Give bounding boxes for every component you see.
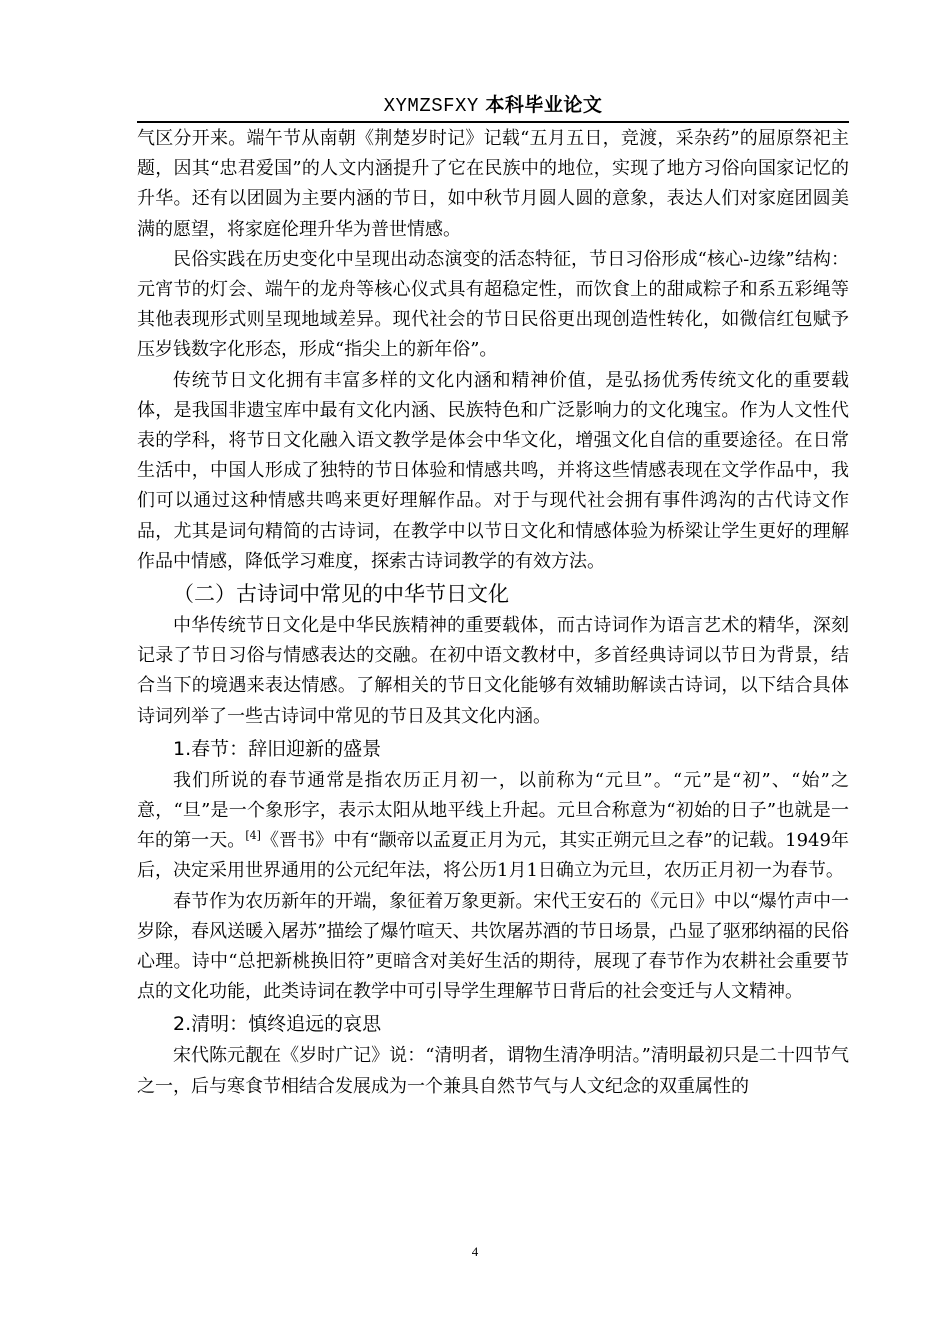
paragraph-7: 宋代陈元靓在《岁时广记》说：“清明者，谓物生清净明洁。”清明最初只是二十四节气之一，后与寒食节相结合发展成为一个兼具自然节气与人文纪念的双重属性的	[137, 1045, 849, 1097]
paragraph-5	[137, 766, 849, 887]
subsection-heading-qingming: 2.清明：慎终追远的哀思	[173, 1013, 382, 1036]
citation-reference: [4]	[245, 829, 261, 843]
subsection-heading-spring-festival: 1.春节：辞旧迎新的盛景	[173, 737, 382, 760]
section-heading: （二）古诗词中常见的中华节日文化	[173, 582, 509, 607]
page-header	[137, 92, 849, 119]
paragraph-5-part-a: 我们所说的春节通常是指农历正月初一，以前称为“元旦”。“元”是“初”、“始”之意，“旦”是一个象形字，表示太阳从地平线上升起。元旦合称意为“初始的日子”也就是一年的第一天。	[137, 769, 849, 852]
paragraph-4: 中华传统节日文化是中华民族精神的重要载体，而古诗词作为语言艺术的精华，深刻记录了节日习俗与情感表达的交融。在初中语文教材中，多首经典诗词以节日为背景，结合当下的境遇来表达情感。了解相关的节日文化能够有效辅助解读古诗词，以下结合具体诗词列举了一些古诗词中常见的节日及其文化内涵。	[137, 615, 849, 727]
header-title: 本科毕业论文	[485, 94, 603, 116]
paragraph-3: 传统节日文化拥有丰富多样的文化内涵和精神价值，是弘扬优秀传统文化的重要载体，是我国非遗宝库中最有文化内涵、民族特色和广泛影响力的文化瑰宝。作为人文性代表的学科，将节日文化融入语文教学是体会中华文化，增强文化自信的重要途径。在日常生活中，中国人形成了独特的节日体验和情感共鸣，并将这些情感表现在文学作品中，我们可以通过这种情感共鸣来更好理解作品。对于与现代社会拥有事件鸿沟的古代诗文作品，尤其是词句精简的古诗词，在教学中以节日文化和情感体验为桥梁让学生更好的理解作品中情感，降低学习难度，探索古诗词教学的有效方法。	[137, 369, 849, 572]
header-divider	[137, 121, 849, 123]
header-school-code: XYMZSFXY	[383, 95, 479, 117]
page-number: 4	[471, 1244, 479, 1259]
document-body	[137, 124, 849, 1102]
paragraph-1: 气区分开来。端午节从南朝《荆楚岁时记》记载“五月五日，竞渡，采杂药”的屈原祭祀主题，因其“忠君爱国”的人文内涵提升了它在民族中的地位，实现了地方习俗向国家记忆的升华。还有以团圆为主要内涵的节日，如中秋节月圆人圆的意象，表达人们对家庭团圆美满的愿望，将家庭伦理升华为普世情感。	[137, 128, 849, 240]
paragraph-5-part-b: 《晋书》中有“颛帝以孟夏正月为元，其实正朔元旦之春”的记载。1949年后，决定采用世界通用的公元纪年法，将公历1月1日确立为元旦，农历正月初一为春节。	[137, 830, 850, 882]
paragraph-2: 民俗实践在历史变化中呈现出动态演变的活态特征，节日习俗形成“核心-边缘”结构：元宵节的灯会、端午的龙舟等核心仪式具有超稳定性，而饮食上的甜咸粽子和系五彩绳等其他表现形式则呈现地域差异。现代社会的节日民俗更出现创造性转化，如微信红包赋予压岁钱数字化形态，形成“指尖上的新年俗”。	[137, 248, 849, 361]
paragraph-6: 春节作为农历新年的开端，象征着万象更新。宋代王安石的《元日》中以“爆竹声中一岁除，春风送暖入屠苏”描绘了爆竹喧天、共饮屠苏酒的节日场景，凸显了驱邪纳福的民俗心理。诗中“总把新桃换旧符”更暗含对美好生活的期待，展现了春节作为农耕社会重要节点的文化功能，此类诗词在教学中可引导学生理解节日背后的社会变迁与人文精神。	[137, 890, 849, 1003]
